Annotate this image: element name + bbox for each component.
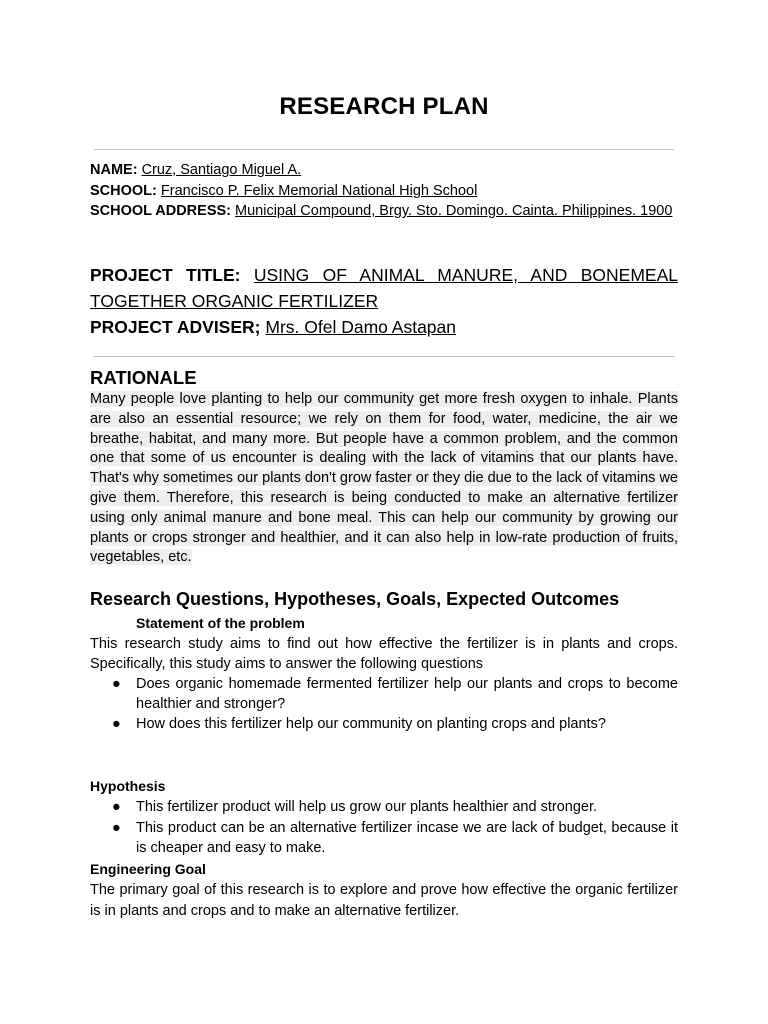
- name-value: Cruz, Santiago Miguel A.: [141, 162, 302, 178]
- research-questions-list: [90, 674, 678, 734]
- engineering-goal-heading: Engineering Goal: [90, 861, 206, 877]
- project-title-value: USING OF ANIMAL MANURE, AND BONEMEAL TOGETHER ORGANIC FERTILIZER: [90, 265, 678, 311]
- top-divider: [94, 149, 674, 150]
- hypothesis-section: [90, 797, 678, 859]
- bullet-icon: ●: [112, 676, 121, 692]
- name-row: [90, 160, 678, 181]
- school-address-label: SCHOOL ADDRESS:: [90, 203, 231, 219]
- list-item: [90, 797, 678, 818]
- hypothesis-heading: Hypothesis: [90, 778, 166, 794]
- list-item: [90, 714, 678, 734]
- question-text: Does organic homemade fermented fertilizer help our plants and crops to become healthier and stronger?: [136, 676, 678, 712]
- project-adviser-value: Mrs. Ofel Damo Astapan: [265, 317, 457, 337]
- school-row: [90, 181, 678, 202]
- list-item: [90, 674, 678, 714]
- statement-body: This research study aims to find out how effective the fertilizer is in plants and crops. Specifically, this study aims to answer the following questions: [90, 636, 678, 672]
- bullet-icon: ●: [112, 819, 121, 836]
- project-info: [90, 262, 678, 340]
- project-title-label: PROJECT TITLE:: [90, 265, 241, 285]
- statement-of-problem: [90, 634, 678, 734]
- school-address-row: [90, 201, 678, 222]
- hypothesis-list: [90, 797, 678, 859]
- name-label: NAME:: [90, 162, 138, 178]
- school-address-value: Municipal Compound, Brgy. Sto. Domingo. Cainta. Philippines. 1900: [235, 203, 673, 219]
- bullet-icon: ●: [112, 716, 121, 732]
- statement-of-problem-heading: Statement of the problem: [136, 615, 305, 631]
- rationale-text: Many people love planting to help our community get more fresh oxygen to inhale. Plants are also an essential resource; we rely on them for food, water, medicine, the air we breathe, habitat, and many more. But people have a common problem, and the common one that some of us encounter is dealing with the lack of vitamins that our plants have. That's why sometimes our plants don't grow faster or they die due to the lack of vitamins we give them. Therefore, this research is being conducted to make an alternative fertilizer using only animal manure and bone meal. This can help our community by growing our plants or crops stronger and healthier, and it can also help in low-rate production of fruits, vegetables, etc.: [90, 391, 678, 566]
- list-item: [90, 818, 678, 859]
- project-adviser-label: PROJECT ADVISER;: [90, 317, 261, 337]
- bullet-icon: ●: [112, 799, 121, 815]
- hypothesis-text: This fertilizer product will help us grow our plants healthier and stronger.: [136, 799, 598, 815]
- student-info: [90, 160, 678, 222]
- question-text: How does this fertilizer help our community on planting crops and plants?: [136, 716, 606, 732]
- section-divider: [94, 356, 674, 357]
- hypothesis-text: This product can be an alternative fertilizer incase we are lack of budget, because it is cheaper and easy to make.: [136, 819, 678, 856]
- research-questions-heading: Research Questions, Hypotheses, Goals, Expected Outcomes: [90, 589, 620, 609]
- school-value: Francisco P. Felix Memorial National High School: [160, 182, 478, 199]
- engineering-goal-body: The primary goal of this research is to explore and prove how effective the organic fertilizer is in plants and crops and to make an alternative fertilizer.: [90, 882, 678, 919]
- rationale-heading: RATIONALE: [90, 367, 197, 388]
- page-title: RESEARCH PLAN: [279, 93, 489, 120]
- school-label: SCHOOL:: [90, 182, 157, 199]
- rationale-body: [90, 390, 678, 568]
- project-title-row: [90, 262, 678, 314]
- project-adviser-row: [90, 314, 678, 340]
